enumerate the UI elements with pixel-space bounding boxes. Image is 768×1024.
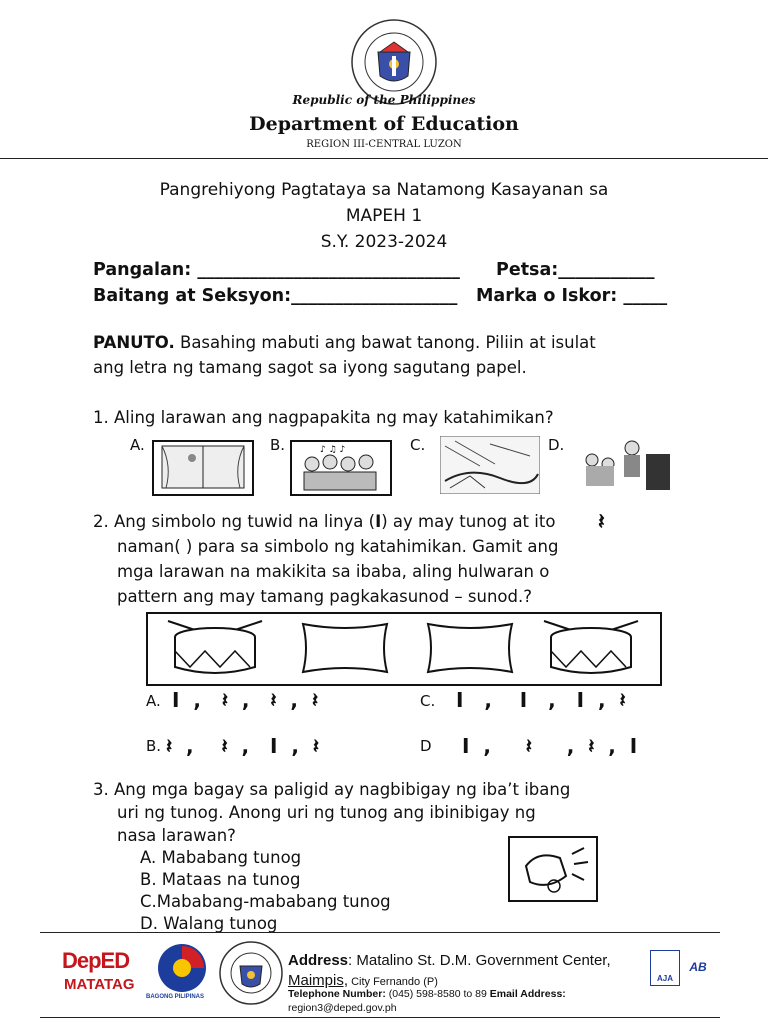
question-3-line3: nasa larawan? — [117, 826, 236, 845]
footer-bottom-divider — [40, 1017, 720, 1018]
date-field: Petsa:___________ — [496, 260, 655, 280]
instructions-label: PANUTO. — [93, 333, 175, 352]
email-label: Email Address: — [489, 988, 566, 1000]
header-divider — [0, 158, 768, 159]
question-2-line3: mga larawan na makikita sa ibaba, aling hulwaran o — [117, 562, 550, 581]
q2-text-start: 2. Ang simbolo ng tuwid na linya ( — [93, 512, 376, 531]
department-title: Department of Education — [249, 113, 519, 135]
bagong-pilipinas-logo-icon — [152, 942, 212, 994]
q3-option-d: D. Walang tunog — [140, 914, 278, 932]
exam-title: Pangrehiyong Pagtataya sa Natamong Kasayanan sa — [159, 180, 609, 200]
matatag-logo-text: MATATAG — [64, 976, 135, 993]
question-2-line2: naman( ) para sa simbolo ng katahimikan. Gamit ang — [117, 537, 559, 556]
footer-address-2 — [288, 972, 438, 989]
rest-symbol-icon: 𝄽 — [598, 510, 605, 535]
footer-contact — [288, 988, 566, 1000]
storm-picture — [440, 436, 540, 494]
deped-logo-text: DepED — [62, 948, 130, 973]
instructions-line2: ang letra ng tamang sagot sa iyong sagutang papel. — [93, 358, 527, 377]
q1-option-c-label: C. — [410, 436, 426, 454]
region-text: REGION III-CENTRAL LUZON — [306, 139, 462, 150]
piano-children-picture — [572, 436, 672, 494]
whistle-picture — [508, 836, 598, 902]
subject-title: MAPEH 1 — [345, 206, 423, 226]
email-address: region3@deped.gov.ph — [288, 1002, 397, 1014]
svg-text:♪ ♫ ♪: ♪ ♫ ♪ — [320, 445, 346, 455]
bagong-pilipinas-text: BAGONG PILIPINAS — [146, 994, 205, 1000]
singing-children-picture — [290, 440, 392, 496]
q2-option-c-label: C. — [420, 692, 436, 710]
question-2-line1 — [93, 512, 555, 531]
footer-divider — [40, 932, 720, 933]
q2-option-b-label: B. — [146, 737, 162, 755]
window-quiet-picture — [152, 440, 254, 496]
address-line1: : Matalino St. D.M. Government Center, — [348, 952, 611, 969]
q2-option-a-label: A. — [146, 692, 161, 710]
q2-option-a-pattern: I , 𝄽 , 𝄽 , 𝄽 — [172, 688, 319, 712]
phone-number: (045) 598-8580 to 89 — [385, 988, 490, 1000]
q3-option-a: A. Mababang tunog — [140, 848, 302, 867]
aja-certification-badge: AJA — [650, 950, 680, 986]
address-city: City Fernando (P) — [348, 976, 438, 988]
school-year: S.Y. 2023-2024 — [320, 232, 448, 252]
q2-option-d-label: D — [420, 737, 432, 755]
grade-section-field: Baitang at Seksyon:___________________ — [93, 286, 458, 306]
q1-option-d-label: D. — [548, 436, 565, 454]
republic-text: Republic of the Philippines — [292, 93, 476, 107]
q2-option-b-pattern: 𝄽 , 𝄽 , I , 𝄽 — [166, 734, 320, 758]
phone-label: Telephone Number: — [288, 988, 386, 1000]
q2-option-c-pattern: I , I , I , 𝄽 — [456, 688, 626, 712]
question-1: 1. Aling larawan ang nagpapakita ng may katahimikan? — [93, 408, 554, 427]
q1-option-a-label: A. — [130, 436, 145, 454]
deped-regional-seal-icon — [218, 940, 284, 1006]
q3-option-c: C.Mababang-mababang tunog — [140, 892, 391, 911]
drum-picture-1 — [160, 615, 270, 679]
pillow-picture-2 — [420, 618, 520, 678]
address-line2: Maimpis, — [288, 972, 349, 989]
question-3-line1: 3. Ang mga bagay sa paligid ay nagbibigay ng iba’t ibang — [93, 780, 571, 799]
ab-certification-badge: AB — [689, 960, 707, 974]
address-label: Address — [288, 952, 349, 969]
score-field: Marka o Iskor: _____ — [476, 286, 668, 306]
q2-option-d-pattern: I , 𝄽 , 𝄽 , I — [462, 734, 638, 758]
footer-address — [288, 952, 611, 969]
q2-text-end: ) ay may tunog at ito — [381, 512, 556, 531]
q1-option-b-label: B. — [270, 436, 286, 454]
instructions — [93, 330, 693, 380]
question-3-line2: uri ng tunog. Anong uri ng tunog ang ibinibigay ng — [117, 803, 536, 822]
bar-symbol: I — [375, 512, 382, 531]
instructions-line1: Basahing mabuti ang bawat tanong. Piliin at isulat — [174, 333, 596, 352]
drum-picture-2 — [536, 615, 646, 679]
pillow-picture-1 — [295, 618, 395, 678]
question-2-line4: pattern ang may tamang pagkakasunod – sunod.? — [117, 587, 533, 606]
q3-option-b: B. Mataas na tunog — [140, 870, 301, 889]
name-field: Pangalan: ______________________________ — [93, 260, 460, 280]
